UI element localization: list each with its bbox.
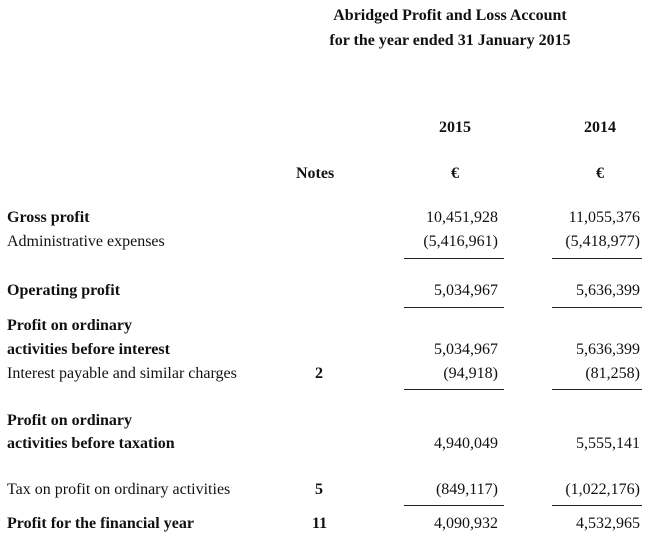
interest-payable-label: Interest payable and similar charges: [7, 365, 237, 382]
column-header-2015: 2015: [439, 119, 471, 136]
subtotal-rule: [404, 389, 504, 390]
currency-2015: €: [451, 165, 459, 182]
subtotal-rule: [552, 389, 642, 390]
subtotal-rule: [552, 258, 642, 259]
tax-label: Tax on profit on ordinary activities: [7, 481, 231, 498]
subtotal-rule: [404, 505, 504, 506]
profit-before-tax-2014: 5,555,141: [576, 435, 640, 452]
profit-for-year-2015: 4,090,932: [434, 515, 498, 532]
tax-note: 5: [315, 481, 323, 498]
profit-before-tax-label-line1: Profit on ordinary: [7, 412, 133, 429]
gross-profit-2014: 11,055,376: [568, 209, 640, 226]
subtotal-rule: [552, 307, 642, 308]
gross-profit-label: Gross profit: [7, 209, 90, 226]
operating-profit-2014: 5,636,399: [576, 282, 640, 299]
operating-profit-label: Operating profit: [7, 282, 121, 299]
subtotal-rule: [404, 307, 504, 308]
tax-2015: (849,117): [435, 481, 498, 498]
profit-before-interest-2014: 5,636,399: [576, 341, 640, 358]
profit-before-tax-label-line2: activities before taxation: [7, 435, 175, 452]
operating-profit-2015: 5,034,967: [434, 282, 498, 299]
profit-before-tax-2015: 4,940,049: [434, 435, 498, 452]
profit-before-interest-2015: 5,034,967: [434, 341, 498, 358]
subtotal-rule: [404, 258, 504, 259]
profit-for-year-note: 11: [312, 515, 328, 532]
report-title: Abridged Profit and Loss Account: [333, 7, 567, 24]
tax-2014: (1,022,176): [565, 481, 640, 498]
gross-profit-2015: 10,451,928: [426, 209, 498, 226]
admin-expenses-label: Administrative expenses: [7, 233, 165, 250]
subtotal-rule: [552, 505, 642, 506]
admin-expenses-2015: (5,416,961): [423, 233, 498, 250]
profit-for-year-label: Profit for the financial year: [7, 515, 194, 532]
interest-payable-2015: (94,918): [443, 365, 498, 382]
interest-payable-2014: (81,258): [585, 365, 640, 382]
profit-before-interest-label-line2: activities before interest: [7, 341, 170, 358]
report-subtitle: for the year ended 31 January 2015: [329, 32, 571, 49]
column-header-2014: 2014: [584, 119, 616, 136]
profit-for-year-2014: 4,532,965: [576, 515, 640, 532]
admin-expenses-2014: (5,418,977): [565, 233, 640, 250]
profit-before-interest-label-line1: Profit on ordinary: [7, 317, 133, 334]
column-header-notes: Notes: [296, 165, 335, 182]
interest-payable-note: 2: [315, 365, 323, 382]
currency-2014: €: [596, 165, 604, 182]
